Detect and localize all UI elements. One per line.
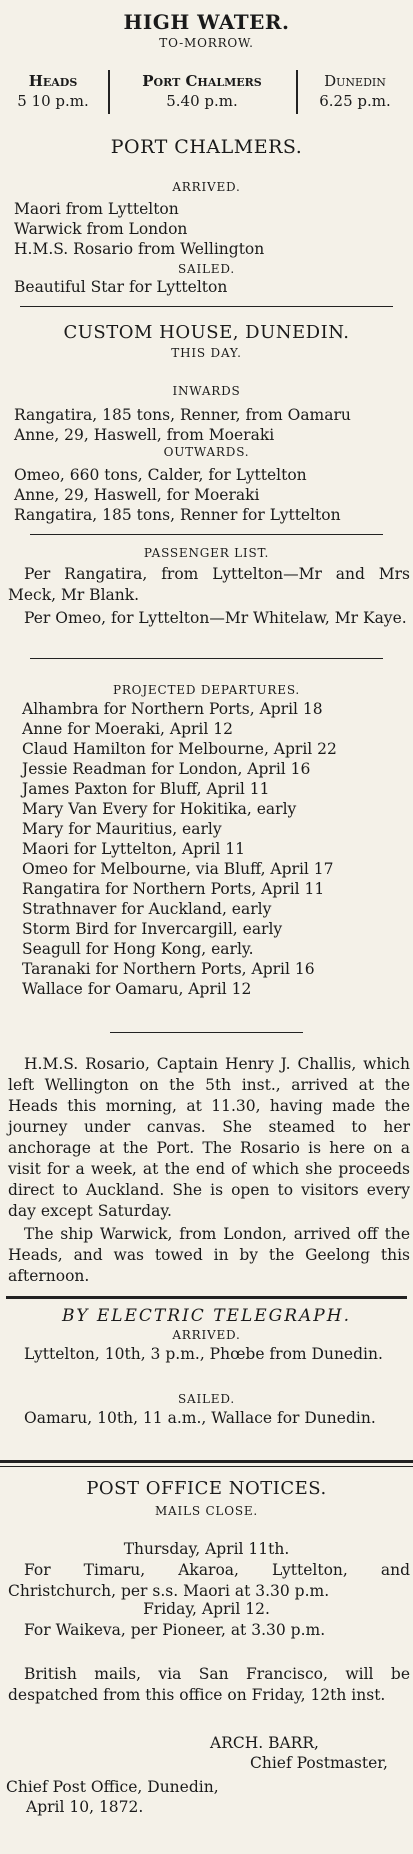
sailed-label: SAILED. — [178, 262, 235, 276]
telegraph-title: BY ELECTRIC TELEGRAPH. — [62, 1306, 351, 1326]
double-rule-top — [0, 1460, 413, 1463]
projected-departures-title: PROJECTED DEPARTURES. — [112, 683, 301, 697]
arrived-label: ARRIVED. — [172, 180, 241, 194]
telegraph-sailed-label: SAILED. — [178, 1392, 235, 1406]
outwards-label: OUTWARDS. — [163, 445, 250, 459]
divider — [296, 70, 298, 114]
departure-entry: Claud Hamilton for Melbourne, April 22 — [22, 740, 337, 758]
port-chalmers-label: Port Chalmers — [142, 72, 262, 90]
dunedin-label: Dunedin — [324, 72, 386, 90]
double-rule-bottom — [0, 1466, 413, 1467]
post-office-subtitle: MAILS CLOSE. — [154, 1504, 259, 1518]
departure-entry: Strathnaver for Auckland, early — [22, 900, 272, 918]
signature: ARCH. BARR, — [210, 1734, 319, 1752]
departure-entry: Storm Bird for Invercargill, early — [22, 920, 283, 938]
outwards-entry: Rangatira, 185 tons, Renner for Lyttelton — [14, 506, 341, 524]
passenger-paragraph: Per Omeo, for Lyttelton—Mr Whitelaw, Mr Kaye. — [24, 609, 407, 627]
office-address: Chief Post Office, Dunedin, — [6, 1778, 219, 1796]
departure-entry: Anne for Moeraki, April 12 — [22, 720, 233, 738]
custom-house-subtitle: THIS DAY. — [171, 346, 242, 360]
departure-entry: Maori for Lyttelton, April 11 — [22, 840, 245, 858]
arrival-entry: Maori from Lyttelton — [14, 200, 179, 218]
passenger-list-title: PASSENGER LIST. — [143, 546, 270, 560]
signature-title: Chief Postmaster, — [250, 1754, 388, 1772]
section-rule — [30, 534, 383, 535]
high-water-subtitle: TO-MORROW. — [159, 36, 254, 50]
british-mails-notice: British mails, via San Francisco, will be despatched from this office on Friday, 12th inst. — [8, 1665, 410, 1704]
outwards-entry: Anne, 29, Haswell, for Moeraki — [14, 486, 260, 504]
post-office-title: POST OFFICE NOTICES. — [86, 1478, 327, 1499]
passenger-paragraph: Per Rangatira, from Lyttelton—Mr and Mrs Meck, Mr Blank. — [8, 565, 410, 604]
section-rule — [20, 306, 393, 307]
custom-house-title: CUSTOM HOUSE, DUNEDIN. — [63, 322, 350, 343]
high-water-title: HIGH WATER. — [123, 10, 290, 34]
rosario-paragraph: H.M.S. Rosario, Captain Henry J. Challis, which left Wellington on the 5th inst., arrived at the Heads this morning, at 11.30, having made the journey under canvas. She steamed to her anchorage at the Port. The Rosario is here on a visit for a week, at the end of which she proceeds direct to Auckland. She is open to visitors every day except Saturday. — [8, 1055, 410, 1220]
telegraph-arrived: Lyttelton, 10th, 3 p.m., Phœbe from Dunedin. — [24, 1345, 383, 1363]
port-chalmers-title: PORT CHALMERS. — [110, 136, 303, 158]
departure-entry: Wallace for Oamaru, April 12 — [22, 980, 252, 998]
mail-day: Thursday, April 11th. — [123, 1540, 290, 1558]
departure-entry: Rangatira for Northern Ports, April 11 — [22, 880, 325, 898]
mail-day: Friday, April 12. — [143, 1600, 270, 1618]
short-rule — [110, 1032, 303, 1033]
inwards-entry: Anne, 29, Haswell, from Moeraki — [14, 426, 275, 444]
section-rule — [6, 1296, 407, 1299]
warwick-paragraph: The ship Warwick, from London, arrived off the Heads, and was towed in by the Geelong this afternoon. — [8, 1225, 410, 1285]
port-chalmers-time: 5.40 p.m. — [166, 92, 238, 110]
inwards-label: INWARDS — [172, 384, 241, 398]
heads-label: Heads — [28, 72, 78, 90]
departure-entry: Seagull for Hong Kong, early. — [22, 940, 254, 958]
outwards-entry: Omeo, 660 tons, Calder, for Lyttelton — [14, 466, 307, 484]
arrival-entry: Warwick from London — [14, 220, 188, 238]
arrival-entry: H.M.S. Rosario from Wellington — [14, 240, 265, 258]
inwards-entry: Rangatira, 185 tons, Renner, from Oamaru — [14, 406, 351, 424]
departure-entry: Mary for Mauritius, early — [22, 820, 222, 838]
departure-entry: Alhambra for Northern Ports, April 18 — [22, 700, 323, 718]
divider — [108, 70, 110, 114]
departure-entry: Omeo for Melbourne, via Bluff, April 17 — [22, 860, 334, 878]
departure-entry: Jessie Readman for London, April 16 — [22, 760, 311, 778]
departure-entry: James Paxton for Bluff, April 11 — [22, 780, 270, 798]
heads-time: 5 10 p.m. — [17, 92, 89, 110]
notice-date: April 10, 1872. — [26, 1798, 144, 1816]
departure-entry: Mary Van Every for Hokitika, early — [22, 800, 297, 818]
telegraph-arrived-label: ARRIVED. — [172, 1328, 241, 1342]
section-rule — [30, 658, 383, 659]
departure-entry: Taranaki for Northern Ports, April 16 — [22, 960, 315, 978]
sailed-entry: Beautiful Star for Lyttelton — [14, 278, 228, 296]
mail-notice: For Timaru, Akaroa, Lyttelton, and Christchurch, per s.s. Maori at 3.30 p.m. — [8, 1561, 410, 1600]
dunedin-time: 6.25 p.m. — [319, 92, 391, 110]
telegraph-sailed: Oamaru, 10th, 11 a.m., Wallace for Dunedin. — [24, 1409, 376, 1427]
mail-notice: For Waikeva, per Pioneer, at 3.30 p.m. — [24, 1621, 326, 1639]
